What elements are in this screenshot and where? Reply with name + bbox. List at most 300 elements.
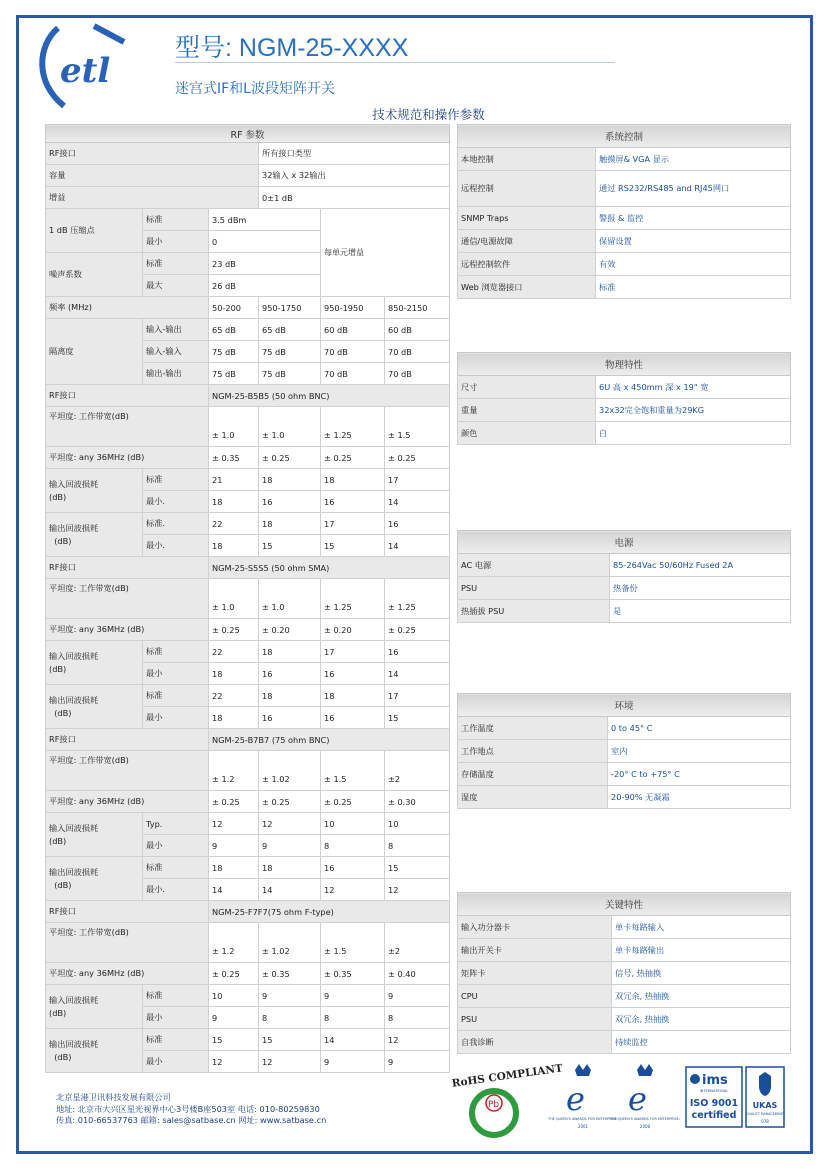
- table-cell: 标准: [143, 685, 209, 707]
- table-cell: 75 dB: [259, 363, 321, 385]
- table-section: [458, 125, 791, 148]
- footer-contact: [56, 1092, 326, 1127]
- spec-row: [458, 207, 791, 230]
- table-cell: 最小.: [143, 535, 209, 557]
- text-span: (dB): [49, 1007, 67, 1018]
- value-cell: ± 0.25: [321, 791, 385, 813]
- table-cell: 最小: [143, 835, 209, 857]
- table-cell: Typ.: [143, 813, 209, 835]
- value-cell: 8: [321, 1007, 385, 1029]
- value-cell: 16: [321, 707, 385, 729]
- spec-key: PSU: [458, 577, 610, 600]
- value-cell: 9: [321, 985, 385, 1007]
- spec-value: 保留设置: [596, 230, 791, 253]
- value-cell: 9: [385, 1051, 450, 1073]
- table-cell: 标准: [143, 253, 209, 275]
- spec-value: 持续监控: [612, 1031, 791, 1054]
- table-cell: 隔离度: [46, 319, 143, 385]
- text-span: (dB): [49, 663, 67, 674]
- spec-key: SNMP Traps: [458, 207, 596, 230]
- value-cell: ± 1.25: [321, 407, 385, 447]
- value-cell: 18: [321, 685, 385, 707]
- value-cell: 18: [259, 469, 321, 491]
- value-cell: 16: [321, 857, 385, 879]
- spec-row: [458, 577, 791, 600]
- table-section: [46, 125, 450, 385]
- logo-graphic: QUALITY MANAGEMENT: [746, 1112, 784, 1116]
- table-section: [457, 352, 791, 445]
- output-return-loss-label: [46, 513, 143, 557]
- value-cell: 12: [259, 1051, 321, 1073]
- logo-graphic: [759, 1072, 771, 1096]
- value-cell: ± 0.20: [321, 619, 385, 641]
- table-section: [457, 124, 791, 299]
- value-cell: 12: [209, 813, 259, 835]
- value-cell: 9: [321, 1051, 385, 1073]
- value-cell: ± 0.20: [259, 619, 321, 641]
- table-cell: 标准: [143, 469, 209, 491]
- table-cell: 65 dB: [259, 319, 321, 341]
- value-cell: ± 1.5: [321, 751, 385, 791]
- logo-graphic: [575, 1064, 591, 1076]
- spec-key: 输入功分器卡: [458, 916, 612, 939]
- table-row: [46, 619, 450, 641]
- spec-value: 单卡每路输出: [612, 939, 791, 962]
- value-cell: ± 1.0: [209, 407, 259, 447]
- spec-key: 自我诊断: [458, 1031, 612, 1054]
- table-section: [458, 694, 791, 717]
- text-span: (dB): [54, 707, 72, 718]
- table-cell: 平坦度: 工作带宽(dB): [46, 923, 209, 963]
- spec-key: 矩阵卡: [458, 962, 612, 985]
- table-row: [46, 923, 450, 963]
- text-span: 输入回波损耗: [49, 478, 99, 489]
- table-section: [458, 916, 791, 1054]
- spec-key: PSU: [458, 1008, 612, 1031]
- table-section: [457, 892, 791, 1054]
- logo-graphic: [444, 1062, 564, 1143]
- spec-heading: [0, 105, 827, 123]
- table-cell: 3.5 dBm: [209, 209, 321, 231]
- text-span: (dB): [54, 535, 72, 546]
- spec-row: [458, 763, 791, 786]
- iso-9001-logo: [685, 1066, 743, 1132]
- table-row: [458, 893, 791, 916]
- table-row: [46, 143, 450, 165]
- spec-key: 湿度: [458, 786, 608, 809]
- spec-key: 本地控制: [458, 148, 596, 171]
- table-section: [457, 530, 791, 623]
- power-panel: [457, 530, 791, 623]
- queens-award-2008-logo: [610, 1062, 680, 1138]
- spec-row: [458, 717, 791, 740]
- value-cell: ± 0.25: [209, 963, 259, 985]
- value-cell: 10: [209, 985, 259, 1007]
- logo-graphic: [36, 20, 136, 110]
- logo-graphic: e: [628, 1080, 647, 1118]
- spec-row: [458, 962, 791, 985]
- value-cell: ± 0.35: [321, 963, 385, 985]
- value-cell: 8: [259, 1007, 321, 1029]
- table-cell: 70 dB: [385, 363, 450, 385]
- value-cell: ± 1.02: [259, 923, 321, 963]
- spec-key: AC 电源: [458, 554, 610, 577]
- table-row: [46, 469, 450, 491]
- value-cell: 8: [385, 835, 450, 857]
- logo-graphic: ISO 9001: [689, 1098, 739, 1109]
- output-return-loss-label: [46, 857, 143, 901]
- table-cell: 增益: [46, 187, 259, 209]
- table-row: [46, 447, 450, 469]
- spec-value: 白: [596, 422, 791, 445]
- table-cell: RF接口: [46, 143, 259, 165]
- table-section: [458, 353, 791, 376]
- table-cell: 标准: [143, 857, 209, 879]
- physical-panel: [457, 352, 791, 445]
- value-cell: ± 0.25: [209, 619, 259, 641]
- spec-value: -20° C to +75° C: [608, 763, 791, 786]
- value-cell: 10: [385, 813, 450, 835]
- table-cell: 最大: [143, 275, 209, 297]
- table-row: [46, 407, 450, 447]
- spec-value: 32x32完全饱和重量为29KG: [596, 399, 791, 422]
- value-cell: 18: [259, 857, 321, 879]
- table-cell: 1 dB 压缩点: [46, 209, 143, 253]
- value-cell: 17: [321, 641, 385, 663]
- table-cell: 标准: [143, 985, 209, 1007]
- table-row: [46, 963, 450, 985]
- value-cell: 15: [321, 535, 385, 557]
- spec-value: 6U 高 x 450mm 深 x 19" 宽: [596, 376, 791, 399]
- table-cell: 32输入 x 32输出: [259, 165, 450, 187]
- spec-key: 重量: [458, 399, 596, 422]
- page-title: 型号: NGM-25-XXXX: [175, 34, 409, 62]
- value-cell: 16: [385, 513, 450, 535]
- table-row: [46, 857, 450, 879]
- table-cell: 950-1750: [259, 297, 321, 319]
- value-cell: ± 1.02: [259, 751, 321, 791]
- table-cell: 平坦度: any 36MHz (dB): [46, 619, 209, 641]
- logo-graphic: THE QUEEN'S AWARDS FOR ENTERPRISE:: [610, 1117, 680, 1121]
- table-cell: RF接口: [46, 729, 209, 751]
- logo-graphic: 2008: [639, 1124, 651, 1129]
- value-cell: 9: [209, 1007, 259, 1029]
- value-cell: 16: [259, 491, 321, 513]
- table-cell: 最小.: [143, 879, 209, 901]
- value-cell: 18: [321, 469, 385, 491]
- table-cell: 75 dB: [209, 363, 259, 385]
- value-cell: ± 0.35: [259, 963, 321, 985]
- logo-graphic: [610, 1062, 680, 1134]
- company-contact: 传真: 010-66537763 邮箱: sales@satbase.cn 网址: www.satbase.cn: [56, 1115, 327, 1125]
- value-cell: ± 1.0: [209, 579, 259, 619]
- value-cell: 8: [385, 1007, 450, 1029]
- spec-value: 85-264Vac 50/60Hz Fused 2A: [610, 554, 791, 577]
- spec-key: 颜色: [458, 422, 596, 445]
- table-cell: 23 dB: [209, 253, 321, 275]
- spec-row: [458, 554, 791, 577]
- table-row: [46, 751, 450, 791]
- value-cell: ± 0.40: [385, 963, 450, 985]
- spec-value: 0 to 45° C: [608, 717, 791, 740]
- spec-row: [458, 740, 791, 763]
- ukas-logo: [745, 1066, 785, 1132]
- spec-key: 工作温度: [458, 717, 608, 740]
- text-span: (dB): [54, 879, 72, 890]
- table-cell: 65 dB: [209, 319, 259, 341]
- value-cell: 18: [259, 513, 321, 535]
- table-section: [458, 717, 791, 809]
- value-cell: 22: [209, 513, 259, 535]
- company-address: 地址: 北京市大兴区星光视界中心3号楼B座503室 电话: 010-80259830: [56, 1103, 320, 1114]
- variant-model: NGM-25-B5B5 (50 ohm BNC): [209, 385, 450, 407]
- variant-interface-row: [46, 557, 450, 579]
- logo-graphic: certified: [691, 1110, 737, 1121]
- table-row: [46, 513, 450, 535]
- value-cell: ± 0.25: [209, 791, 259, 813]
- value-cell: 9: [385, 985, 450, 1007]
- spec-key: 输出开关卡: [458, 939, 612, 962]
- table-section: [457, 693, 791, 809]
- value-cell: 18: [209, 491, 259, 513]
- spec-row: [458, 399, 791, 422]
- table-cell: 物理特性: [458, 353, 791, 376]
- logo-graphic: [690, 1074, 700, 1084]
- table-row: [46, 125, 450, 143]
- table-row: [46, 297, 450, 319]
- table-cell: 75 dB: [259, 341, 321, 363]
- spec-key: 通信/电源故障: [458, 230, 596, 253]
- value-cell: ± 0.25: [321, 447, 385, 469]
- value-cell: ±2: [385, 923, 450, 963]
- table-cell: 70 dB: [385, 341, 450, 363]
- table-row: [46, 985, 450, 1007]
- table-section: [458, 893, 791, 916]
- spec-key: 存储温度: [458, 763, 608, 786]
- spec-value: 信号, 热抽换: [612, 962, 791, 985]
- table-cell: 平坦度: any 36MHz (dB): [46, 963, 209, 985]
- value-cell: ± 1.25: [321, 579, 385, 619]
- logo-graphic: Pb: [488, 1100, 500, 1110]
- value-cell: 9: [259, 985, 321, 1007]
- spec-row: [458, 376, 791, 399]
- logo-graphic: [745, 1066, 785, 1128]
- value-cell: 18: [259, 685, 321, 707]
- table-row: [458, 694, 791, 717]
- text-span: 输出回波损耗: [49, 694, 99, 705]
- table-section: [458, 531, 791, 554]
- value-cell: 12: [385, 879, 450, 901]
- value-cell: 8: [321, 835, 385, 857]
- value-cell: 12: [209, 1051, 259, 1073]
- spec-key: 远程控制软件: [458, 253, 596, 276]
- table-cell: RF接口: [46, 901, 209, 923]
- value-cell: 14: [385, 663, 450, 685]
- table-cell: RF接口: [46, 557, 209, 579]
- spec-row: [458, 939, 791, 962]
- table-cell: 平坦度: any 36MHz (dB): [46, 447, 209, 469]
- input-return-loss-label: [46, 641, 143, 685]
- logo-graphic: RoHS COMPLIANT: [451, 1062, 564, 1090]
- spec-row: [458, 276, 791, 299]
- text-span: 输入回波损耗: [49, 822, 99, 833]
- queens-award-2001-logo: [548, 1062, 618, 1138]
- value-cell: 12: [385, 1029, 450, 1051]
- value-cell: ± 1.2: [209, 923, 259, 963]
- table-row: [46, 641, 450, 663]
- table-row: [46, 165, 450, 187]
- text-span: (dB): [54, 1051, 72, 1062]
- table-cell: 输入-输入: [143, 341, 209, 363]
- table-cell: 950-1950: [321, 297, 385, 319]
- variant-interface-row: [46, 901, 450, 923]
- spec-value: 双冗余, 热抽换: [612, 1008, 791, 1031]
- table-cell: 噪声系数: [46, 253, 143, 297]
- table-row: [46, 319, 450, 341]
- table-cell: 每单元增益: [321, 209, 450, 297]
- table-row: [46, 813, 450, 835]
- logo-graphic: [548, 1062, 618, 1134]
- logo-text: etl: [60, 51, 111, 91]
- value-cell: 22: [209, 685, 259, 707]
- table-section: [458, 376, 791, 445]
- variant-model: NGM-25-F7F7(75 ohm F-type): [209, 901, 450, 923]
- table-cell: 70 dB: [321, 363, 385, 385]
- spec-key: 热插拔 PSU: [458, 600, 610, 623]
- spec-value: 室内: [608, 740, 791, 763]
- table-cell: 输出-输出: [143, 363, 209, 385]
- value-cell: ±2: [385, 751, 450, 791]
- table-row: [46, 685, 450, 707]
- value-cell: ± 0.25: [259, 447, 321, 469]
- value-cell: ± 0.25: [385, 447, 450, 469]
- value-cell: ± 0.35: [209, 447, 259, 469]
- variant-interface-row: [46, 385, 450, 407]
- spec-row: [458, 786, 791, 809]
- value-cell: 15: [209, 1029, 259, 1051]
- title-divider: [175, 62, 615, 63]
- system-control-panel: [457, 124, 791, 299]
- table-cell: 最小: [143, 707, 209, 729]
- logo-graphic: THE QUEEN'S AWARDS FOR ENTERPRISE:: [548, 1117, 618, 1121]
- table-row: [46, 187, 450, 209]
- value-cell: 17: [385, 685, 450, 707]
- text-span: 输入回波损耗: [49, 650, 99, 661]
- logo-graphic: UKAS: [752, 1101, 778, 1110]
- text-span: 输入回波损耗: [49, 994, 99, 1005]
- text-span: (dB): [49, 835, 67, 846]
- value-cell: ± 1.5: [385, 407, 450, 447]
- rohs-logo: [444, 1062, 564, 1147]
- spec-row: [458, 253, 791, 276]
- value-cell: ± 1.0: [259, 579, 321, 619]
- table-cell: 60 dB: [321, 319, 385, 341]
- value-cell: 16: [259, 663, 321, 685]
- table-cell: 最小: [143, 231, 209, 253]
- table-row: [46, 1029, 450, 1051]
- spec-key: 工作地点: [458, 740, 608, 763]
- spec-row: [458, 1031, 791, 1054]
- spec-key: Web 浏览器接口: [458, 276, 596, 299]
- text-span: 输出回波损耗: [49, 522, 99, 533]
- spec-key: 远程控制: [458, 171, 596, 207]
- table-cell: 75 dB: [209, 341, 259, 363]
- table-section: [458, 148, 791, 299]
- value-cell: 18: [209, 535, 259, 557]
- value-cell: ± 1.25: [385, 579, 450, 619]
- value-cell: 18: [209, 857, 259, 879]
- table-cell: 标准: [143, 209, 209, 231]
- spec-row: [458, 230, 791, 253]
- table-cell: 关键特性: [458, 893, 791, 916]
- spec-value: 警报 & 监控: [596, 207, 791, 230]
- company-name: 北京星港卫讯科技发展有限公司: [56, 1092, 171, 1102]
- variant-model: NGM-25-S5S5 (50 ohm SMA): [209, 557, 450, 579]
- table-cell: 平坦度: 工作带宽(dB): [46, 751, 209, 791]
- logo-graphic: INTERNATIONAL: [699, 1089, 729, 1093]
- table-cell: 频率 (MHz): [46, 297, 209, 319]
- value-cell: 16: [259, 707, 321, 729]
- spec-value: 双冗余, 热抽换: [612, 985, 791, 1008]
- value-cell: 16: [321, 491, 385, 513]
- table-cell: 0±1 dB: [259, 187, 450, 209]
- table-row: [46, 579, 450, 619]
- value-cell: 9: [209, 835, 259, 857]
- rf-heading: RF 参数: [46, 125, 450, 143]
- value-cell: 17: [385, 469, 450, 491]
- spec-value: 是: [610, 600, 791, 623]
- value-cell: 14: [209, 879, 259, 901]
- value-cell: ± 1.5: [321, 923, 385, 963]
- value-cell: ± 0.25: [385, 619, 450, 641]
- table-cell: 输入-输出: [143, 319, 209, 341]
- table-cell: 60 dB: [385, 319, 450, 341]
- text-span: 输出回波损耗: [49, 1038, 99, 1049]
- table-cell: 电源: [458, 531, 791, 554]
- table-row: [458, 353, 791, 376]
- value-cell: 22: [209, 641, 259, 663]
- table-cell: 平坦度: 工作带宽(dB): [46, 407, 209, 447]
- spec-row: [458, 422, 791, 445]
- table-cell: 容量: [46, 165, 259, 187]
- text-span: (dB): [49, 491, 67, 502]
- spec-value: 单卡每路输入: [612, 916, 791, 939]
- value-cell: 10: [321, 813, 385, 835]
- table-cell: 所有接口类型: [259, 143, 450, 165]
- value-cell: 16: [321, 663, 385, 685]
- output-return-loss-label: [46, 1029, 143, 1073]
- table-cell: 系统控制: [458, 125, 791, 148]
- spec-value: 触摸屏& VGA 显示: [596, 148, 791, 171]
- value-cell: 15: [259, 535, 321, 557]
- spec-row: [458, 148, 791, 171]
- table-cell: RF接口: [46, 385, 209, 407]
- table-cell: 最小: [143, 1051, 209, 1073]
- value-cell: 18: [259, 641, 321, 663]
- value-cell: ± 0.30: [385, 791, 450, 813]
- table-row: [458, 531, 791, 554]
- table-cell: 50-200: [209, 297, 259, 319]
- table-cell: 标准: [143, 1029, 209, 1051]
- text-span: 技术规范和操作参数: [372, 107, 485, 122]
- output-return-loss-label: [46, 685, 143, 729]
- spec-value: 热备份: [610, 577, 791, 600]
- page-subtitle: 迷宫式IF和L波段矩阵开关: [175, 81, 335, 97]
- value-cell: ± 1.2: [209, 751, 259, 791]
- table-cell: 70 dB: [321, 341, 385, 363]
- value-cell: 9: [259, 835, 321, 857]
- spec-value: 20-90% 无凝霜: [608, 786, 791, 809]
